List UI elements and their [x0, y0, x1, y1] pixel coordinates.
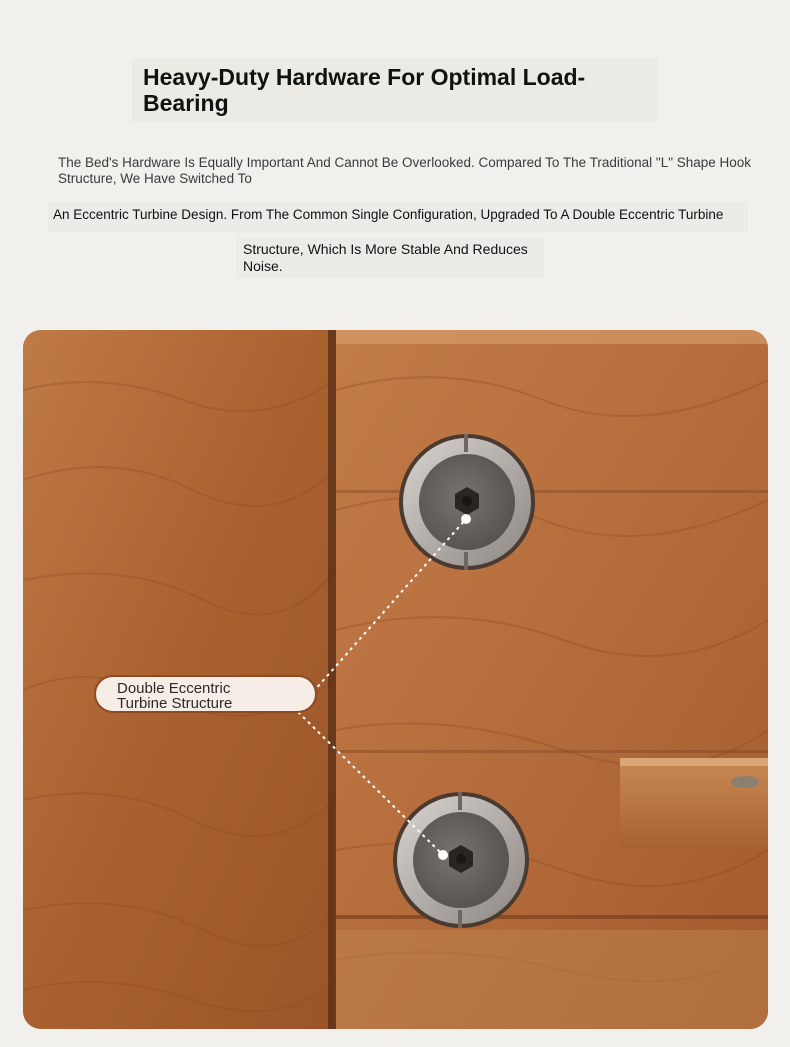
- description-paragraph-1: The Bed's Hardware Is Equally Important And Cannot Be Overlooked. Compared To The Traditional "L" Shape Hook Structure, We Have Switched To: [58, 155, 752, 186]
- upper-turbine: [399, 434, 535, 570]
- callout-line-1: Double Eccentric: [117, 680, 231, 697]
- lower-turbine: [393, 792, 529, 928]
- description-paragraph-2: An Eccentric Turbine Design. From The Common Single Configuration, Upgraded To A Double Eccentric Turbine: [53, 207, 724, 222]
- description-paragraph-3: Structure, Which Is More Stable And Reduces Noise.: [243, 241, 528, 274]
- callout-line-2: Turbine Structure: [117, 695, 233, 712]
- right-panel: [336, 330, 768, 1029]
- side-rail: [620, 758, 768, 848]
- page-title: Heavy-Duty Hardware For Optimal Load-Bearing: [143, 64, 586, 116]
- turbine-callout-label: [94, 675, 317, 713]
